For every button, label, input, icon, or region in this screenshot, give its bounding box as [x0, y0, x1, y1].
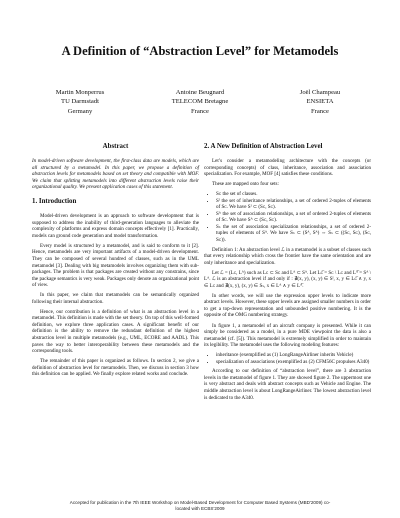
- section2-paragraph-5: According to our definition of “abstraction level”, there are 3 abstraction levels in the metamodel of figure 1. They are showed figure 2. The uppermost one is very abstract and deals with abstract concepts such as Vehicle and Engine. The middle abstraction level is about LongRangeAirliner. The lowest abstraction level is dedicated to the A340.: [204, 368, 371, 401]
- intro-paragraph-4: Hence, our contribution is a definition of what is an abstraction level in a metamodel. This definition is made with the set theory. On top of this well-formed definition, we explore three application cases. A significant benefit of our definition is the ability to remove the redundant definition of the highest abstraction level in multiple metamodels (e.g., UML, ECORE and AADL). This paves the way to better interoperability between these metamodels and the corresponding tools.: [32, 308, 199, 355]
- intro-paragraph-2: Every model is structured by a metamodel, and is said to conform to it [2]. Hence, metamodels are very important artifacts of a model-driven development. They can be composed of several hundred of classes, such as in the UML metamodel [3]. Dealing with big metamodels involves organizing them with sub-packages. The problem is that packages are created without any constrains, since the package semantics is very weak. Packages only denote an organizational point of view.: [32, 242, 199, 289]
- author-2: [140, 88, 260, 116]
- author-affiliation: TELECOM Bretagne: [171, 98, 229, 106]
- section2-paragraph-4: In figure 1, a metamodel of an aircraft company is presented. While it can simply be considered as a model, in a pure MDE viewpoint the data is also a metamodel (cf. [5]). This metamodel is extremely simplified in order to maintain its legibility. The metamodel uses the following modeling features:: [204, 322, 371, 349]
- formal-definition: Let ℒ = (Lᴄ, Lᴬ) such as Lᴄ ⊂ Sᴄ and Lᴬ ⊂ Sᴬ. Let Lᴄ̅ = Sᴄ \ Lᴄ and Lᴬ̅ = Sᴬ \ Lᴬ. ℒ is an abstraction level if and only if : ∄(x, y), (x, y) ∈ Sᴵ, x, y ∈ Lᴄ̅ ∧ y, x ∈ Lᴄ and ∄(x, y), (x, y) ∈ Sₛ, x ∈ Lᴬ ∧ y ∈ Lᴬ̅.: [204, 269, 372, 289]
- intro-paragraph-5: The remainder of this paper is organized as follows. In section 2, we give a definition of abstraction level for metamodels. Then, we discuss in section 3 how this definition can be applied. We finally explore related works and conclude.: [32, 358, 199, 378]
- author-1: [20, 88, 140, 116]
- abstract-heading: Abstract: [102, 143, 129, 150]
- author-location: Germany: [67, 107, 93, 115]
- author-name: Martin Monperrus: [55, 89, 105, 96]
- left-column: [32, 143, 199, 381]
- set-item: • Sᴵ the set of inheritance relationships, a set of ordered 2-tuples of elements of Sᴄ. We have Sᴵ ⊂ (Sᴄ, Sᴄ).: [216, 198, 371, 211]
- set-item: • Sᴄ the set of classes.: [216, 191, 371, 198]
- section2-paragraph-3: In other words, we will use the expression upper levels to indicate more abstract levels. However, these upper levels are assigned smaller numbers in order to get a top-down representation and unbounded positive numbering. It is the opposite of the OMG numbering strategy.: [204, 292, 371, 319]
- author-3: [260, 88, 380, 116]
- section2-paragraph-1: Let’s consider a metamodeling architecture with the concepts (or corresponding concepts) of class, inheritance, association and association specialization. For example, MOF [4] satisfies these conditions.: [204, 158, 371, 178]
- feature-list: [204, 352, 371, 365]
- abstract-text: In model-driven software development, the first-class data are models, which are all structured by a metamodel. In this paper, we propose a definition of abstraction levels for metamodels based on set theory and compatible with MOF. We claim that splitting metamodels into different abstraction levels raise their organizational quality. We present application cases of this statement.: [32, 158, 199, 191]
- author-block: [0, 88, 400, 116]
- author-name: Antoine Beugnard: [175, 89, 225, 96]
- set-item: • Sₛ the set of association specialization relationships, a set of ordered 2-tuples of elements of Sᴬ. We have Sₛ ⊂ (Sᴬ, Sᴬ) ⇔ Sₛ ⊂ ((Sᴄ, Sᴄ), (Sᴄ, Sᴄ)).: [216, 224, 371, 244]
- footer-line-1: Accepted for publication in the 7th IEEE Workshop on Model-Based Development for Computer Based Systems (MBD'2009) co-: [69, 500, 331, 505]
- author-location: France: [191, 107, 209, 115]
- intro-paragraph-1: Model-driven development is an approach to software development that is supposed to address the inability of third-generation languages to alleviate the complexity of platforms and express domain concepts effectively [1]. Practically, models can ground code generation and model transformation.: [32, 213, 199, 239]
- feature-item: • specialization of associations (exemplified as (2) CFM56C propulses A340): [216, 359, 371, 366]
- section2-paragraph-2: These are mapped onto four sets:: [212, 181, 279, 188]
- author-location: France: [311, 107, 329, 115]
- feature-item: • inheritance (exemplified as (1) LongRangeAirliner inherits Vehicle): [216, 352, 371, 359]
- section-2-heading: 2. A New Definition of Abstraction Level: [204, 143, 323, 150]
- definition-1: Definition 1: An abstraction level ℒ in a metamodel is a subset of classes such that every relationship which cross the frontier have the same orientation and are only inheritance and specialization.: [204, 246, 371, 266]
- author-name: Joël Champeau: [299, 89, 341, 96]
- author-affiliation: TU Darmstadt: [61, 98, 99, 106]
- section-1-heading: 1. Introduction: [32, 198, 77, 206]
- set-item: • Sᴬ the set of association relationships, a set of ordered 2-tuples of elements of Sᴄ. We have Sᴬ ⊂ (Sᴄ, Sᴄ).: [216, 211, 371, 224]
- set-list: [204, 191, 371, 243]
- footer-line-2: located with ECBS'2009: [175, 506, 225, 511]
- author-affiliation: ENSIETA: [306, 98, 334, 106]
- publication-footer: [0, 500, 400, 512]
- right-column: [204, 143, 371, 405]
- paper-title: A Definition of “Abstraction Level” for Metamodels: [61, 44, 339, 58]
- intro-paragraph-3: In this paper, we claim that metamodels can be semantically organized following their internal abstraction.: [32, 292, 199, 305]
